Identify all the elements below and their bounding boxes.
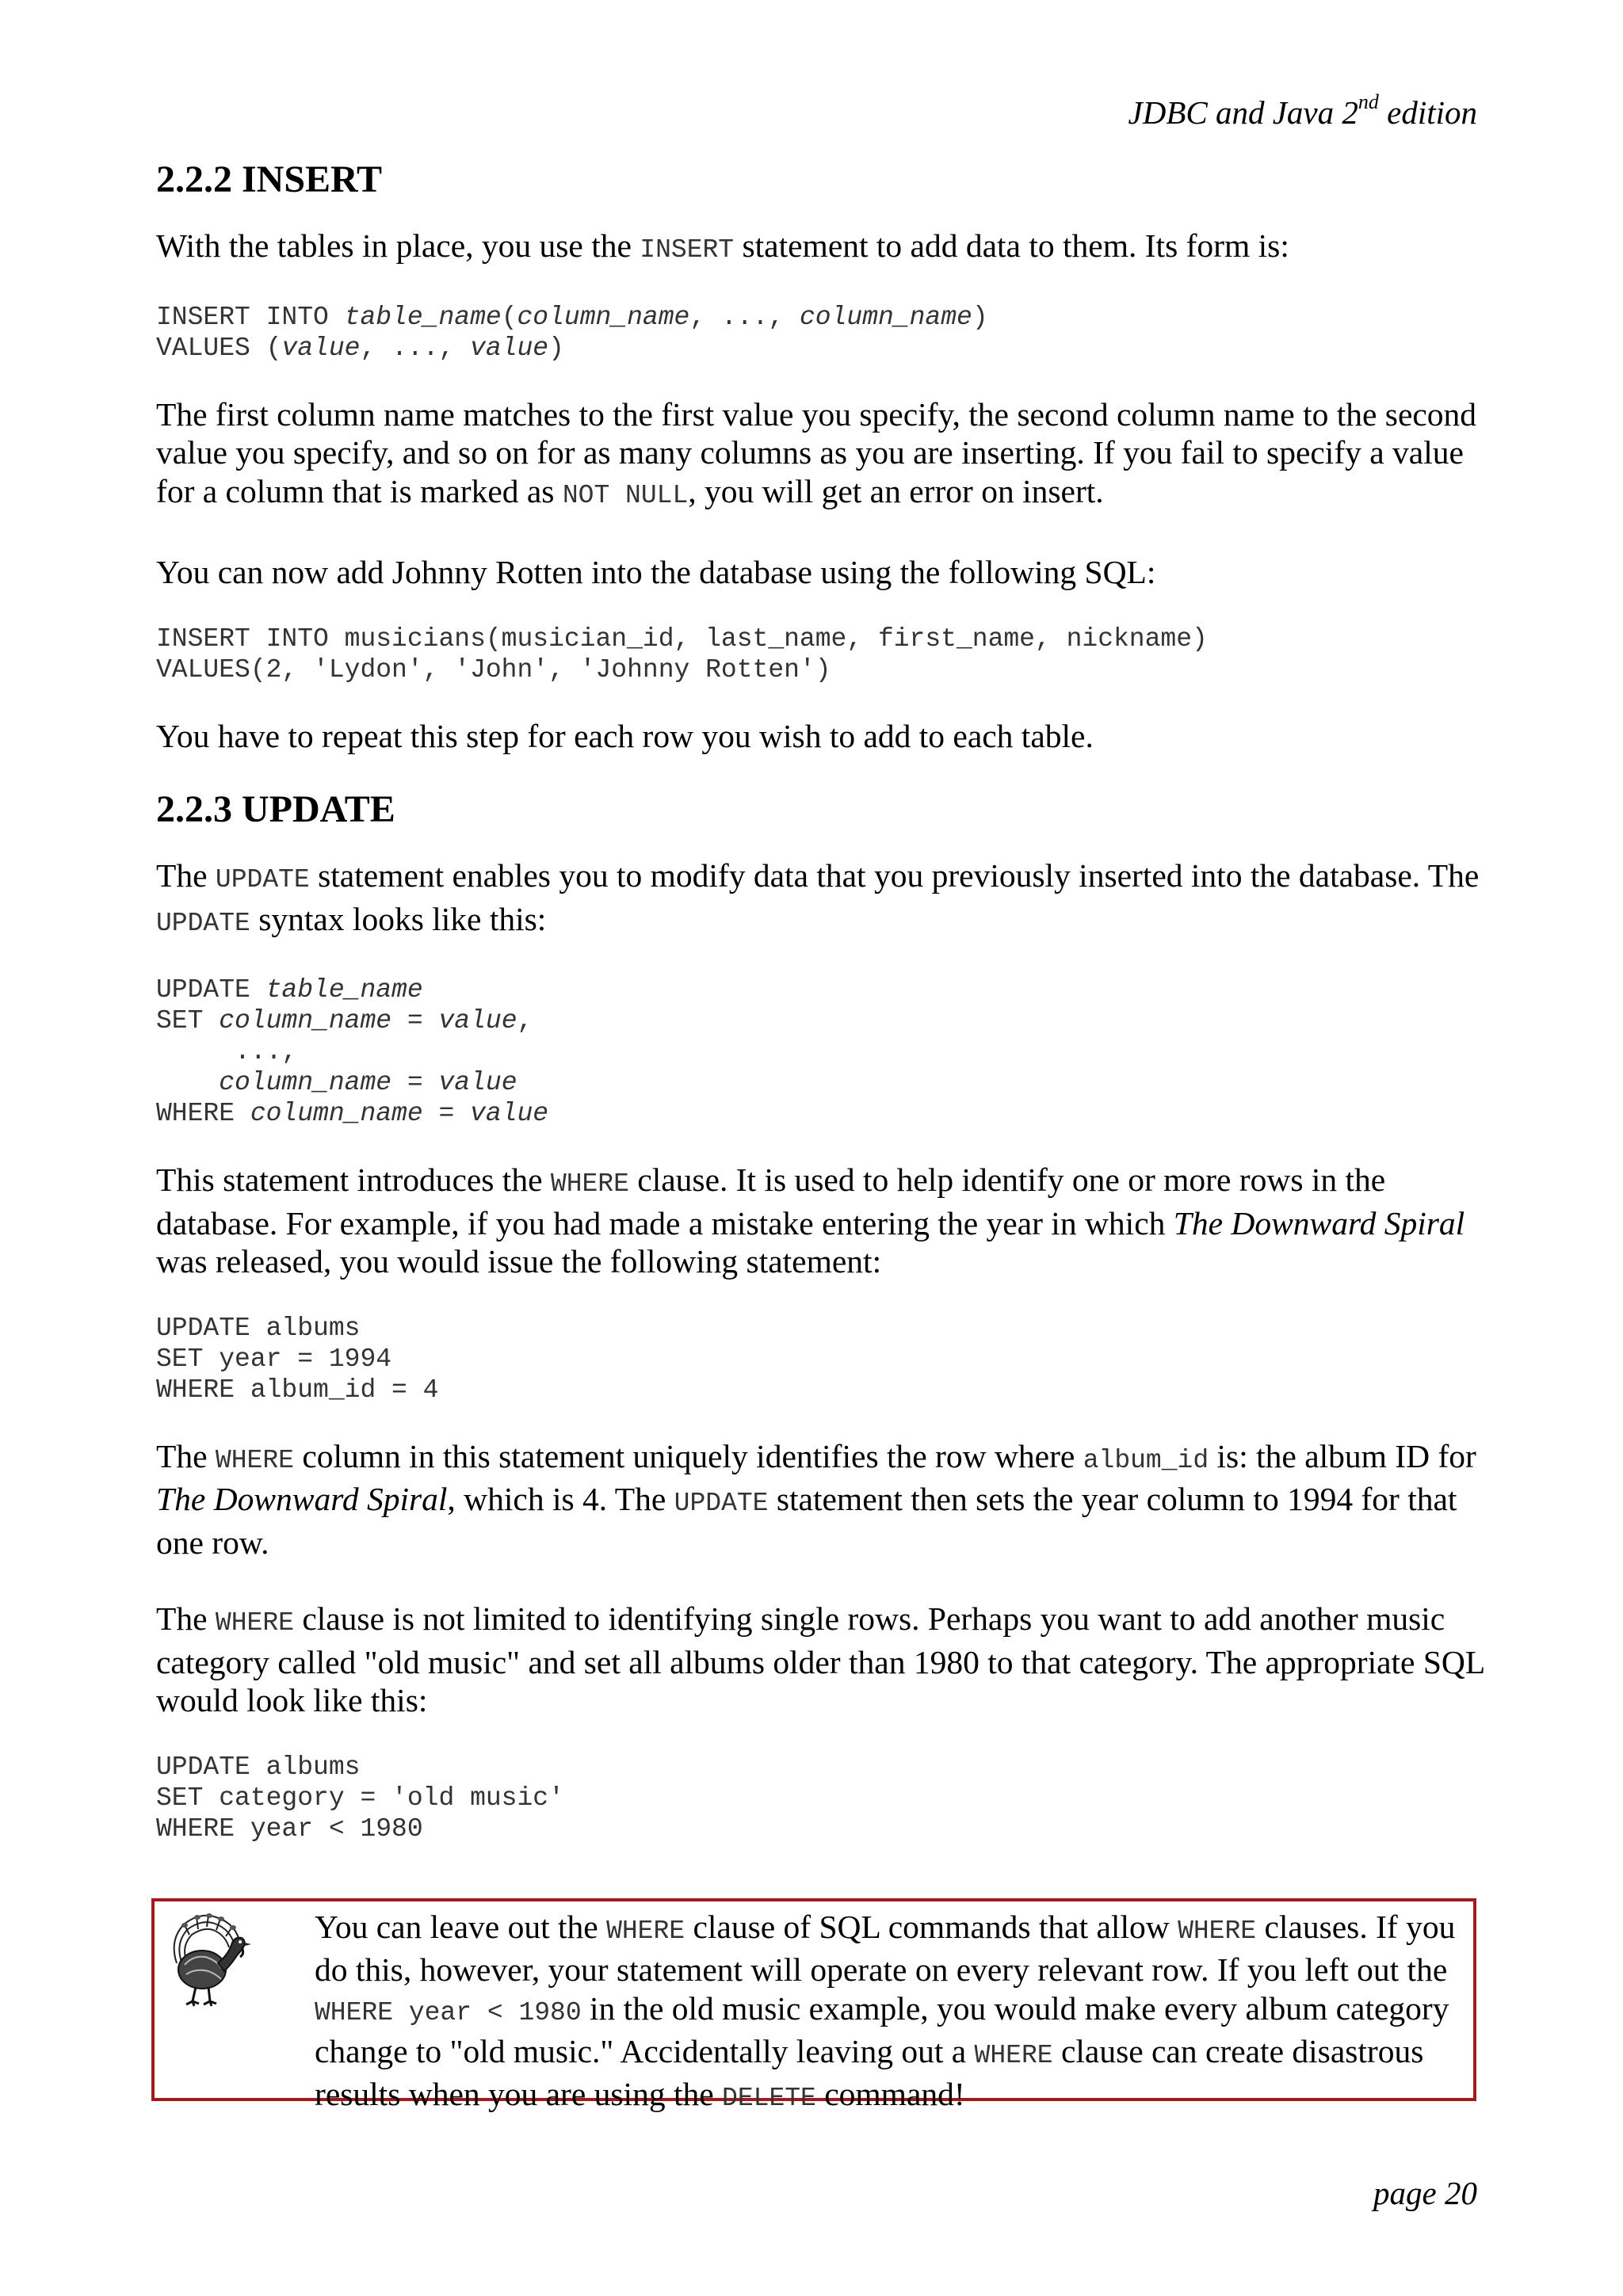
code-line: SET year = 1994 xyxy=(156,1344,392,1374)
update-intro-paragraph: The UPDATE statement enables you to modify data that you previously inserted into the database. The UPDATE syntax looks like this: xyxy=(156,857,1480,938)
code-line: WHERE year < 1980 xyxy=(156,1814,423,1844)
insert-example-intro: You can now add Johnny Rotten into the database using the following SQL: xyxy=(156,554,1156,590)
tip-text: You can leave out the WHERE clause of SQL commands that allow WHERE clauses. If you do this, however, your statement will operate on every relevant row. If you left out the WHERE year < 1980 in the old music example, you would make every album category change to "old music." Accidentally leaving out a WHERE clause can create disastrous results when you are using the DELETE command! xyxy=(315,1909,1456,2113)
update-example-code-2 xyxy=(156,1752,1487,1844)
update-syntax-block: UPDATE table_name SET column_name = value, ..., column_name = value WHERE column_name = value xyxy=(156,975,549,1128)
insert-example-code xyxy=(156,624,1487,685)
where-column-paragraph: The WHERE column in this statement uniquely identifies the row where album_id is: the album ID for The Downward Spiral, which is 4. The UPDATE statement then sets the year column to 1994 for that one row. xyxy=(156,1437,1476,1561)
where-clause-paragraph: This statement introduces the WHERE clause. It is used to help identify one or more rows in the database. For example, if you had made a mistake entering the year in which The Downward Spiral was released, you would issue the following statement: xyxy=(156,1161,1465,1280)
inline-code: WHERE xyxy=(974,2041,1053,2070)
inline-code: INSERT xyxy=(640,235,735,265)
inline-code: album_id xyxy=(1083,1445,1209,1475)
code-line: UPDATE albums xyxy=(156,1313,361,1343)
update-example-code-1 xyxy=(156,1313,1487,1405)
code-line: VALUES(2, 'Lydon', 'John', 'Johnny Rotten') xyxy=(156,654,831,685)
inline-code: UPDATE xyxy=(156,908,250,938)
warning-tip-box xyxy=(151,1898,1476,2113)
album-title: The Downward Spiral xyxy=(1173,1204,1465,1241)
book-title: JDBC and Java 2 xyxy=(1128,94,1358,131)
turkey-icon xyxy=(161,1908,256,2011)
inline-code: WHERE xyxy=(606,1917,685,1946)
inline-code: UPDATE xyxy=(215,865,310,894)
page-content xyxy=(156,152,1487,1844)
inline-code: WHERE xyxy=(215,1445,294,1475)
section-heading-update: 2.2.3 UPDATE xyxy=(156,788,395,830)
inline-code: WHERE year < 1980 xyxy=(315,1998,582,2027)
inline-code: DELETE xyxy=(722,2084,816,2113)
insert-intro-paragraph: With the tables in place, you use the INSERT statement to add data to them. Its form is: xyxy=(156,227,1289,265)
inline-code: WHERE xyxy=(215,1608,294,1638)
insert-explanation-paragraph: The first column name matches to the first value you specify, the second column name to the second value you specify, and so on for as many columns as you are inserting. If you fail to specify a value for a column that is marked as NOT NULL, you will get an error on insert. xyxy=(156,395,1477,510)
insert-closing-paragraph: You have to repeat this step for each row you wish to add to each table. xyxy=(156,717,1094,754)
code-line: UPDATE albums xyxy=(156,1752,361,1782)
inline-code: UPDATE xyxy=(674,1489,769,1518)
insert-syntax-block: INSERT INTO table_name(column_name, ..., column_name) VALUES (value, ..., value) xyxy=(156,302,988,363)
page-number: page 20 xyxy=(1373,2175,1477,2211)
album-title: The Downward Spiral xyxy=(156,1481,448,1517)
code-line: INSERT INTO musicians(musician_id, last_name, first_name, nickname) xyxy=(156,624,1208,654)
section-heading-insert: 2.2.2 INSERT xyxy=(156,158,383,200)
code-line: WHERE album_id = 4 xyxy=(156,1375,439,1405)
running-header xyxy=(1128,90,1477,132)
edition-superscript: nd xyxy=(1358,90,1379,114)
inline-code: WHERE xyxy=(550,1169,629,1199)
where-multiple-rows-paragraph: The WHERE clause is not limited to identifying single rows. Perhaps you want to add another music category called "old music" and set all albums older than 1980 to that category. The appropriate SQL would look like this: xyxy=(156,1600,1484,1718)
inline-code: WHERE xyxy=(1178,1917,1257,1946)
inline-code: NOT NULL xyxy=(562,480,689,510)
code-line: SET category = 'old music' xyxy=(156,1783,564,1813)
book-title-suffix: edition xyxy=(1378,94,1477,131)
